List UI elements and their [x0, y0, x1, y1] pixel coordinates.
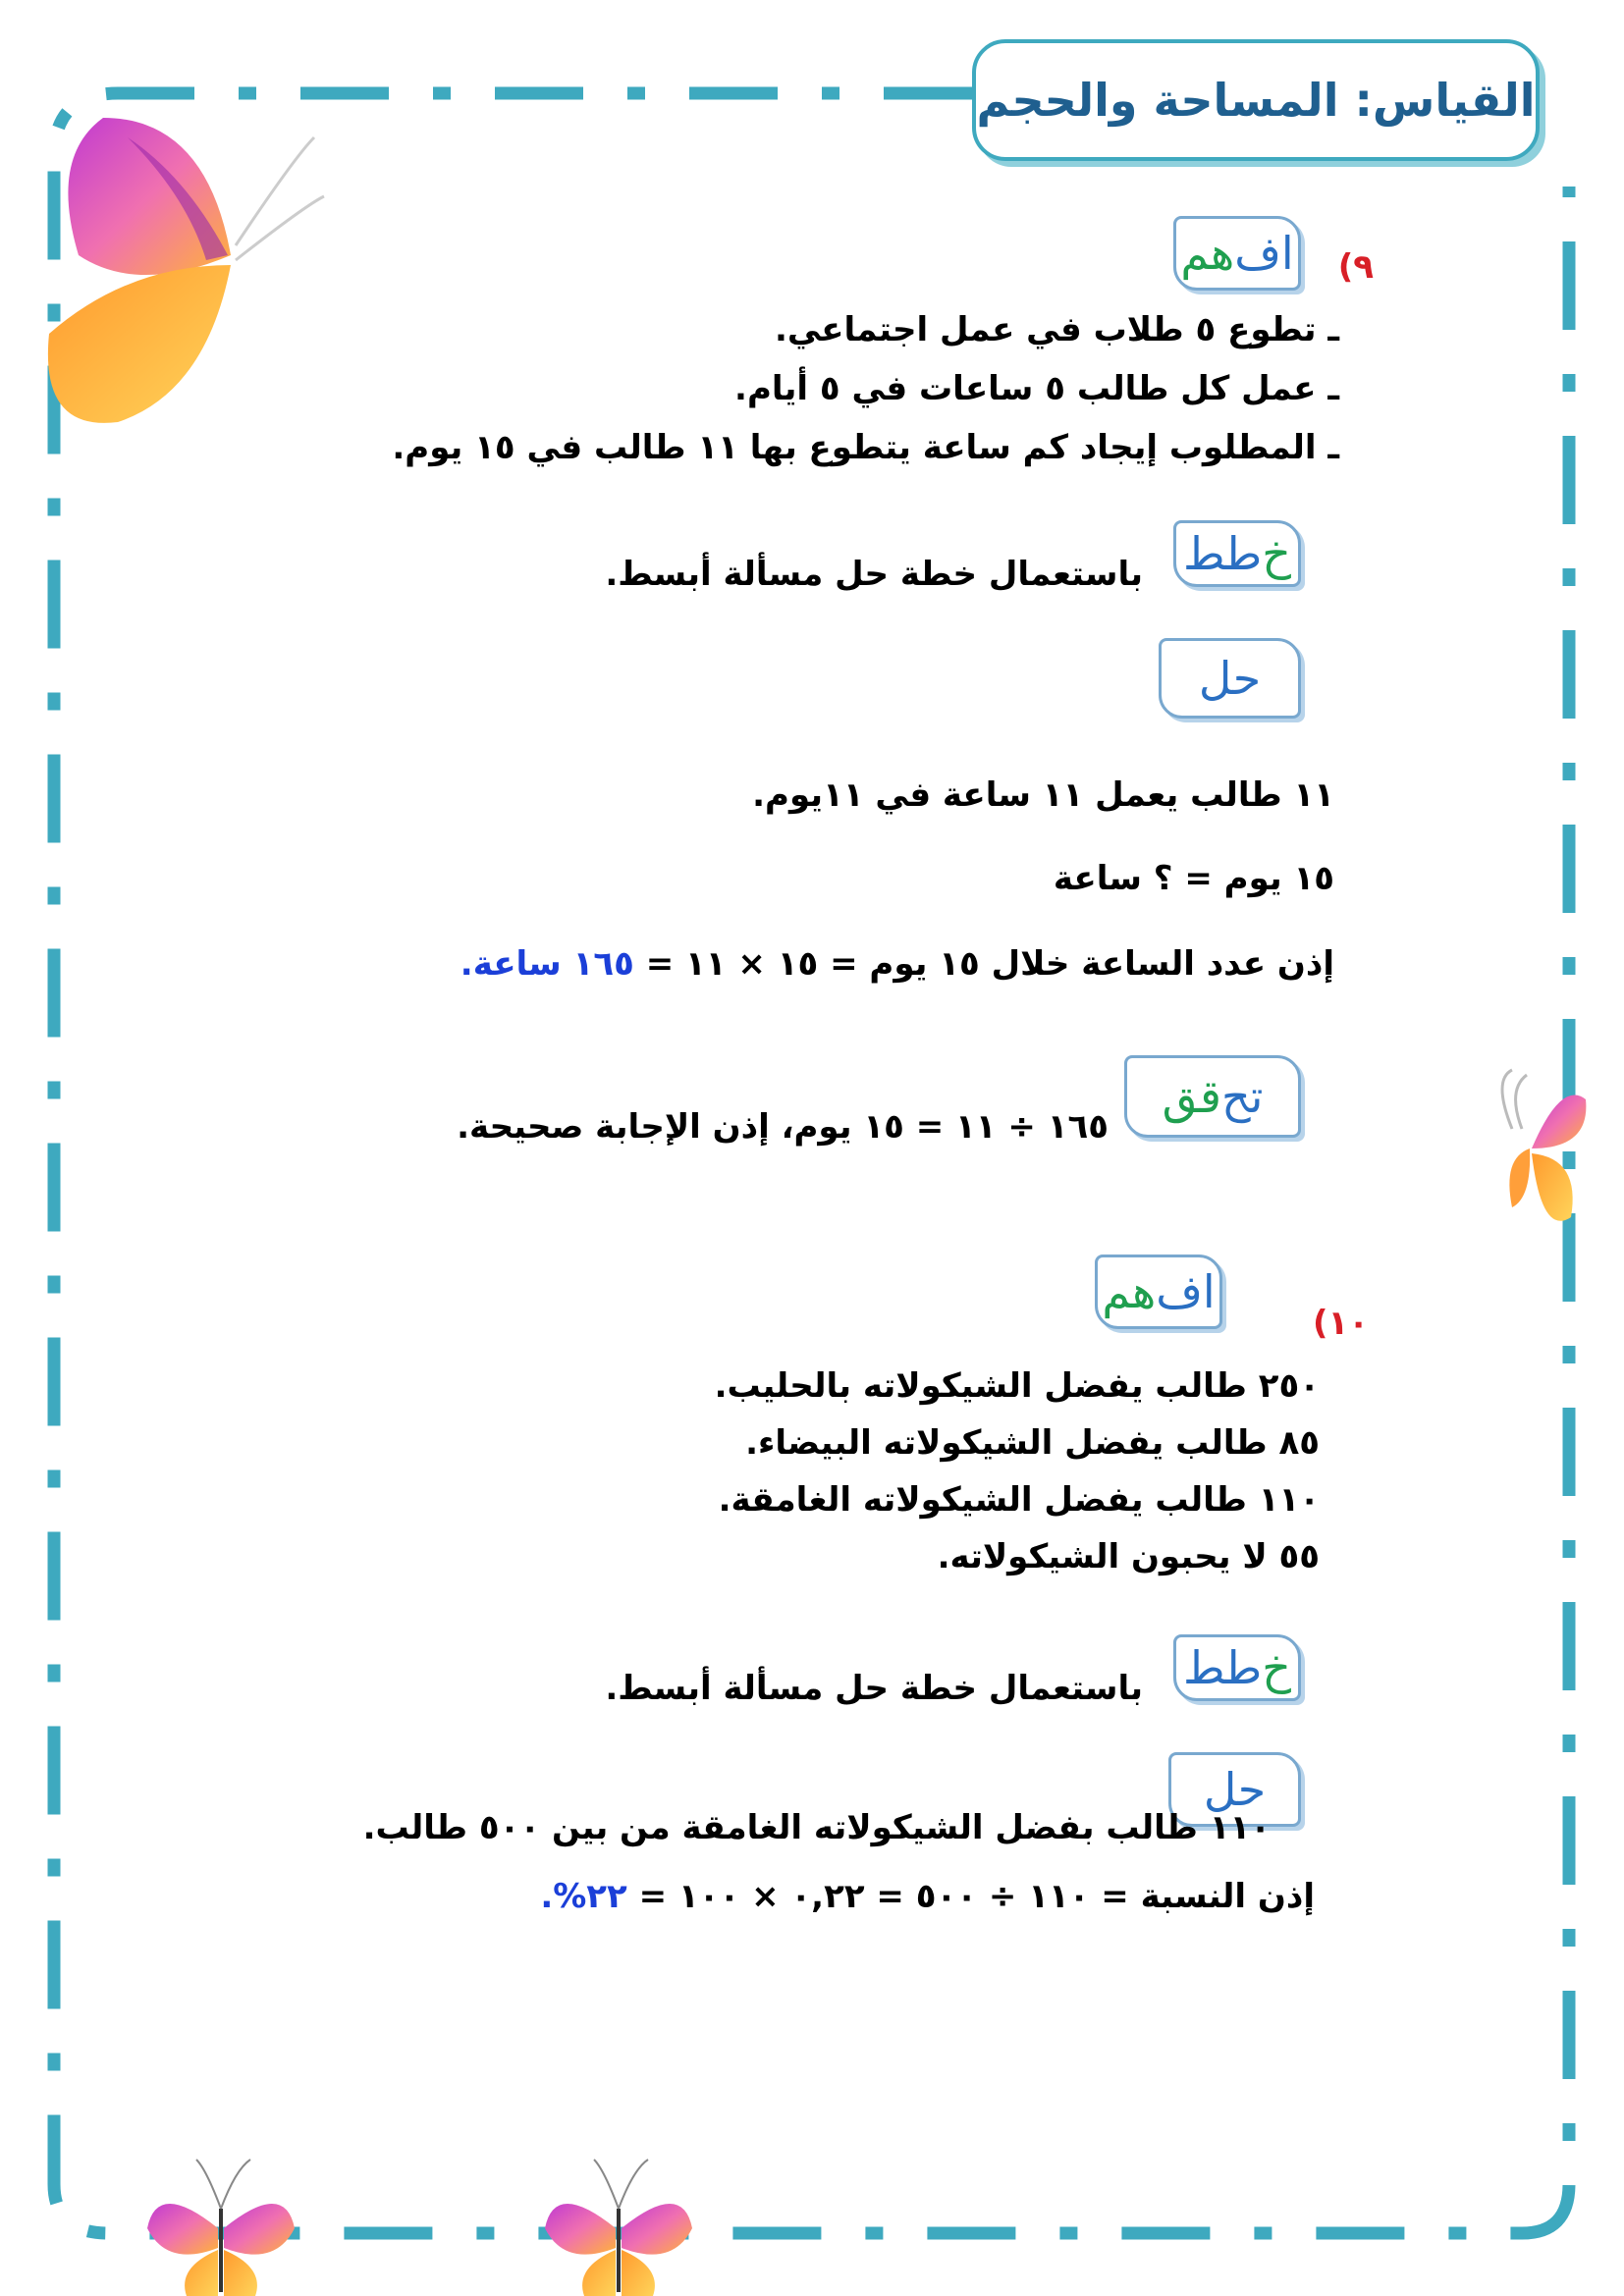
butterfly-bottom-left-icon	[137, 2140, 304, 2296]
plan-label-10: خ طط	[1173, 1634, 1301, 1701]
solve-label-9: حل	[1159, 638, 1301, 719]
check-label-9: تح قق	[1124, 1055, 1301, 1138]
p9-result-line	[460, 944, 1334, 984]
problem-number-9: ٩)	[1337, 247, 1374, 287]
butterfly-bottom-center-icon	[535, 2140, 702, 2296]
p10-understand-line-2: ٨٥ طالب يفضل الشيكولاته البيضاء.	[745, 1423, 1320, 1463]
p10-ratio-prefix: إذن النسبة = ١١٠ ÷ ٥٠٠ = ٠,٢٢ × ١٠٠ =	[626, 1877, 1315, 1916]
solve-label-10: حل	[1168, 1752, 1301, 1827]
p9-result-prefix: إذن عدد الساعة خلال ١٥ يوم = ١٥ × ١١ =	[633, 944, 1334, 984]
p9-understand-line-1: ـ تطوع ٥ طلاب في عمل اجتماعي.	[774, 310, 1339, 349]
understand-label-10: اف هم	[1095, 1255, 1222, 1329]
p10-ratio-line	[540, 1877, 1315, 1916]
p9-result-value: ١٦٥ ساعة.	[460, 944, 634, 984]
p9-understand-line-2: ـ عمل كل طالب ٥ ساعات في ٥ أيام.	[734, 369, 1339, 408]
p10-understand-line-3: ١١٠ طالب يفضل الشيكولاته الغامقة.	[718, 1480, 1320, 1520]
p9-solve-line-2: ١٥ يوم = ؟ ساعة	[1053, 859, 1334, 898]
p10-ratio-value: ٢٢%.	[540, 1877, 627, 1916]
butterfly-right-icon	[1473, 1060, 1591, 1256]
title-box	[972, 39, 1540, 161]
p9-understand-line-3: ـ المطلوب إيجاد كم ساعة يتطوع بها ١١ طالب في ١٥ يوم.	[392, 428, 1339, 467]
p10-solve-line: ١١٠ طالب بفضل الشيكولاته الغامقة من بين ٥٠٠ طالب.	[362, 1808, 1271, 1847]
p9-check-text: ١٦٥ ÷ ١١ = ١٥ يوم، إذن الإجابة صحيحة.	[457, 1107, 1109, 1147]
understand-label-9: اف هم	[1173, 216, 1301, 291]
problem-number-10: ١٠)	[1312, 1304, 1369, 1343]
p10-plan-text: باستعمال خطة حل مسألة أبسط.	[605, 1669, 1143, 1708]
p10-understand-line-4: ٥٥ لا يحبون الشيكولاته.	[937, 1537, 1320, 1576]
page-title: القياس: المساحة والحجم	[976, 74, 1536, 127]
p9-plan-text: باستعمال خطة حل مسألة أبسط.	[605, 555, 1143, 594]
plan-label-9: خ طط	[1173, 520, 1301, 587]
butterfly-top-left-icon	[10, 98, 334, 452]
p9-solve-line-1: ١١ طالب يعمل ١١ ساعة في ١١يوم.	[752, 775, 1334, 815]
p10-understand-line-1: ٢٥٠ طالب يفضل الشيكولاته بالحليب.	[714, 1366, 1320, 1406]
